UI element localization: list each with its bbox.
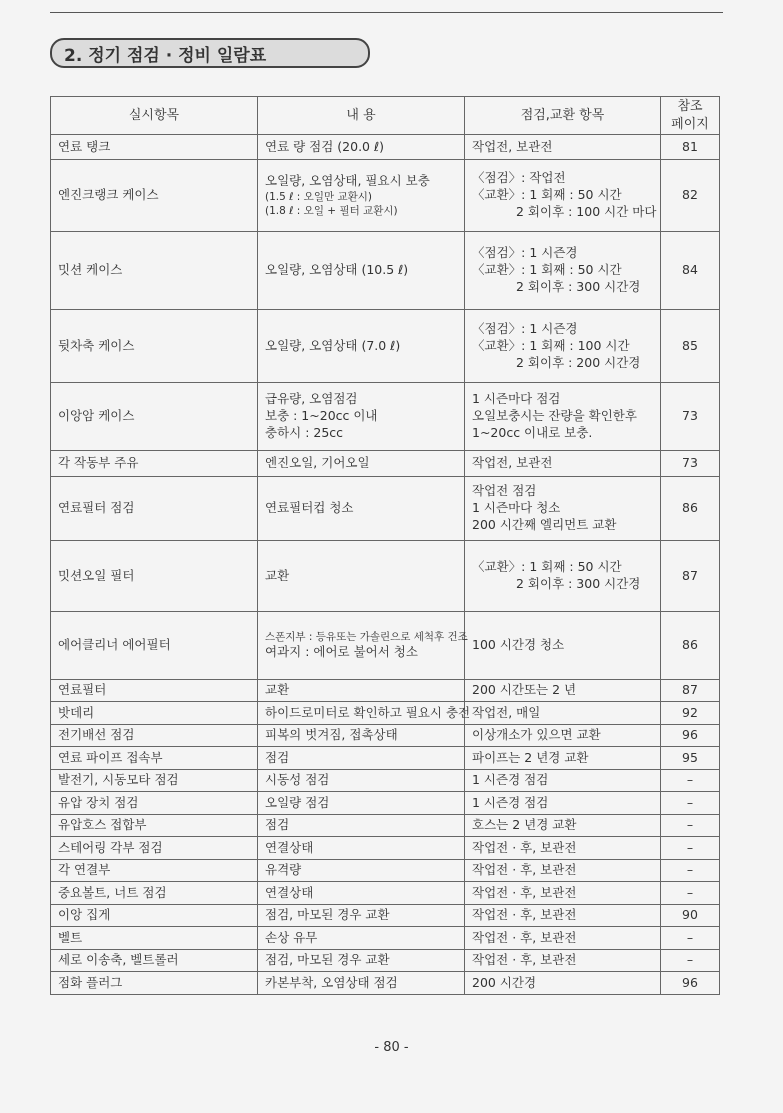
row-content: 점검, 마모된 경우 교환 xyxy=(258,905,465,927)
table-row xyxy=(51,860,720,882)
table-row xyxy=(51,927,720,950)
table-row xyxy=(51,135,720,160)
row-page: – xyxy=(661,837,720,860)
row-page: 82 xyxy=(661,160,720,232)
row-inspect: 100 시간경 청소 xyxy=(465,612,661,680)
row-inspect: 작업전, 매일 xyxy=(465,702,661,725)
row-item: 연료필터 점검 xyxy=(51,477,258,541)
row-page: – xyxy=(661,927,720,950)
header-inspect: 점검,교환 항목 xyxy=(465,97,661,135)
row-item: 세로 이송축, 벨트롤러 xyxy=(51,950,258,972)
maintenance-table xyxy=(50,96,720,995)
row-inspect: 작업전 · 후, 보관전 xyxy=(465,882,661,905)
row-content: 피복의 벗겨짐, 접촉상태 xyxy=(258,725,465,747)
row-content: 시동성 점검 xyxy=(258,770,465,792)
table-row xyxy=(51,232,720,310)
row-item: 뒷차축 케이스 xyxy=(51,310,258,383)
row-content: 오일량, 오염상태, 필요시 보충 (1.5 ℓ : 오일만 교환시) (1.8 ℓ : 오일 + 필터 교환시) xyxy=(258,160,465,232)
row-page: – xyxy=(661,950,720,972)
row-content: 오일량 점검 xyxy=(258,792,465,815)
row-item: 유압호스 접합부 xyxy=(51,815,258,837)
table-row xyxy=(51,837,720,860)
row-page: 86 xyxy=(661,612,720,680)
row-page: 85 xyxy=(661,310,720,383)
row-inspect: 200 시간경 xyxy=(465,972,661,995)
row-inspect: 〈교환〉: 1 회째 : 50 시간 2 회이후 : 300 시간경 xyxy=(465,541,661,612)
row-page: – xyxy=(661,860,720,882)
row-page: – xyxy=(661,770,720,792)
row-item: 엔진크랭크 케이스 xyxy=(51,160,258,232)
row-inspect: 작업전 · 후, 보관전 xyxy=(465,837,661,860)
row-item: 각 작동부 주유 xyxy=(51,451,258,477)
table-row xyxy=(51,383,720,451)
row-page: 81 xyxy=(661,135,720,160)
row-item: 밋션 케이스 xyxy=(51,232,258,310)
table-row xyxy=(51,541,720,612)
table-row xyxy=(51,310,720,383)
row-content: 연료필터컵 청소 xyxy=(258,477,465,541)
row-content: 급유량, 오염점검 보충 : 1~20cc 이내 충하시 : 25cc xyxy=(258,383,465,451)
header-content: 내 용 xyxy=(258,97,465,135)
table-row xyxy=(51,792,720,815)
row-inspect: 작업전 · 후, 보관전 xyxy=(465,927,661,950)
row-content: 점검 xyxy=(258,747,465,770)
row-page: – xyxy=(661,882,720,905)
top-rule xyxy=(50,12,723,13)
row-content: 오일량, 오염상태 (7.0 ℓ) xyxy=(258,310,465,383)
row-inspect: 200 시간또는 2 년 xyxy=(465,680,661,702)
row-item: 연료필터 xyxy=(51,680,258,702)
row-inspect: 1 시즌마다 점검 오일보충시는 잔량을 확인한후 1~20cc 이내로 보충. xyxy=(465,383,661,451)
row-content: 점검, 마모된 경우 교환 xyxy=(258,950,465,972)
table-row xyxy=(51,451,720,477)
row-item: 점화 플러그 xyxy=(51,972,258,995)
row-page: 73 xyxy=(661,451,720,477)
row-page: 96 xyxy=(661,972,720,995)
table-row xyxy=(51,612,720,680)
row-inspect: 작업전 점검 1 시즌마다 청소 200 시간째 엘리먼트 교환 xyxy=(465,477,661,541)
header-ref-page: 참조 페이지 xyxy=(661,97,720,135)
row-item: 이앙암 케이스 xyxy=(51,383,258,451)
row-content: 엔진오일, 기어오일 xyxy=(258,451,465,477)
row-content: 유격량 xyxy=(258,860,465,882)
row-content: 스폰지부 : 등유또는 가솔린으로 세척후 건조 여과지 : 에어로 불어서 청소 xyxy=(258,612,465,680)
row-item: 각 연결부 xyxy=(51,860,258,882)
row-inspect: 1 시즌경 점검 xyxy=(465,792,661,815)
row-item: 밧데리 xyxy=(51,702,258,725)
row-content: 연결상태 xyxy=(258,882,465,905)
table-row xyxy=(51,950,720,972)
table-row xyxy=(51,477,720,541)
page-number: - 80 - xyxy=(374,1040,409,1055)
row-content: 연료 량 점검 (20.0 ℓ) xyxy=(258,135,465,160)
row-item: 에어클리너 에어필터 xyxy=(51,612,258,680)
row-page: 73 xyxy=(661,383,720,451)
table-row xyxy=(51,815,720,837)
row-inspect: 파이프는 2 년경 교환 xyxy=(465,747,661,770)
row-inspect: 작업전 · 후, 보관전 xyxy=(465,860,661,882)
row-page: 87 xyxy=(661,541,720,612)
row-content: 교환 xyxy=(258,680,465,702)
row-inspect: 호스는 2 년경 교환 xyxy=(465,815,661,837)
row-inspect: 작업전, 보관전 xyxy=(465,451,661,477)
row-item: 스테어링 각부 점검 xyxy=(51,837,258,860)
row-item: 밋션오일 필터 xyxy=(51,541,258,612)
row-content: 카본부착, 오염상태 점검 xyxy=(258,972,465,995)
row-page: 96 xyxy=(661,725,720,747)
table-row xyxy=(51,160,720,232)
row-page: 92 xyxy=(661,702,720,725)
table-row xyxy=(51,882,720,905)
row-item: 이앙 집게 xyxy=(51,905,258,927)
row-content: 연결상태 xyxy=(258,837,465,860)
row-inspect: 이상개소가 있으면 교환 xyxy=(465,725,661,747)
row-inspect: 〈점검〉: 작업전 〈교환〉: 1 회째 : 50 시간 2 회이후 : 100 시간 마다 xyxy=(465,160,661,232)
row-inspect: 작업전, 보관전 xyxy=(465,135,661,160)
table-row xyxy=(51,905,720,927)
row-inspect: 작업전 · 후, 보관전 xyxy=(465,905,661,927)
header-item: 실시항목 xyxy=(51,97,258,135)
row-inspect: 1 시즌경 점검 xyxy=(465,770,661,792)
row-item: 발전기, 시동모타 점검 xyxy=(51,770,258,792)
row-page: – xyxy=(661,815,720,837)
row-inspect: 〈점검〉: 1 시즌경 〈교환〉: 1 회째 : 50 시간 2 회이후 : 300 시간경 xyxy=(465,232,661,310)
row-content: 오일량, 오염상태 (10.5 ℓ) xyxy=(258,232,465,310)
row-inspect: 〈점검〉: 1 시즌경 〈교환〉: 1 회째 : 100 시간 2 회이후 : 200 시간경 xyxy=(465,310,661,383)
section-title: 2. 정기 점검 · 정비 일람표 xyxy=(50,38,370,68)
row-page: 95 xyxy=(661,747,720,770)
row-page: 84 xyxy=(661,232,720,310)
row-content: 하이드로미터로 확인하고 필요시 충전 xyxy=(258,702,465,725)
row-page: 86 xyxy=(661,477,720,541)
table-row xyxy=(51,972,720,995)
row-content: 교환 xyxy=(258,541,465,612)
row-content: 점검 xyxy=(258,815,465,837)
table-row xyxy=(51,680,720,702)
table-row xyxy=(51,770,720,792)
table-row xyxy=(51,747,720,770)
row-page: – xyxy=(661,792,720,815)
row-content: 손상 유무 xyxy=(258,927,465,950)
row-item: 중요볼트, 너트 점검 xyxy=(51,882,258,905)
row-page: 87 xyxy=(661,680,720,702)
table-row xyxy=(51,702,720,725)
row-item: 유압 장치 점검 xyxy=(51,792,258,815)
row-item: 연료 탱크 xyxy=(51,135,258,160)
row-item: 전기배선 점검 xyxy=(51,725,258,747)
table-row xyxy=(51,725,720,747)
row-item: 연료 파이프 접속부 xyxy=(51,747,258,770)
row-inspect: 작업전 · 후, 보관전 xyxy=(465,950,661,972)
row-item: 벨트 xyxy=(51,927,258,950)
row-page: 90 xyxy=(661,905,720,927)
